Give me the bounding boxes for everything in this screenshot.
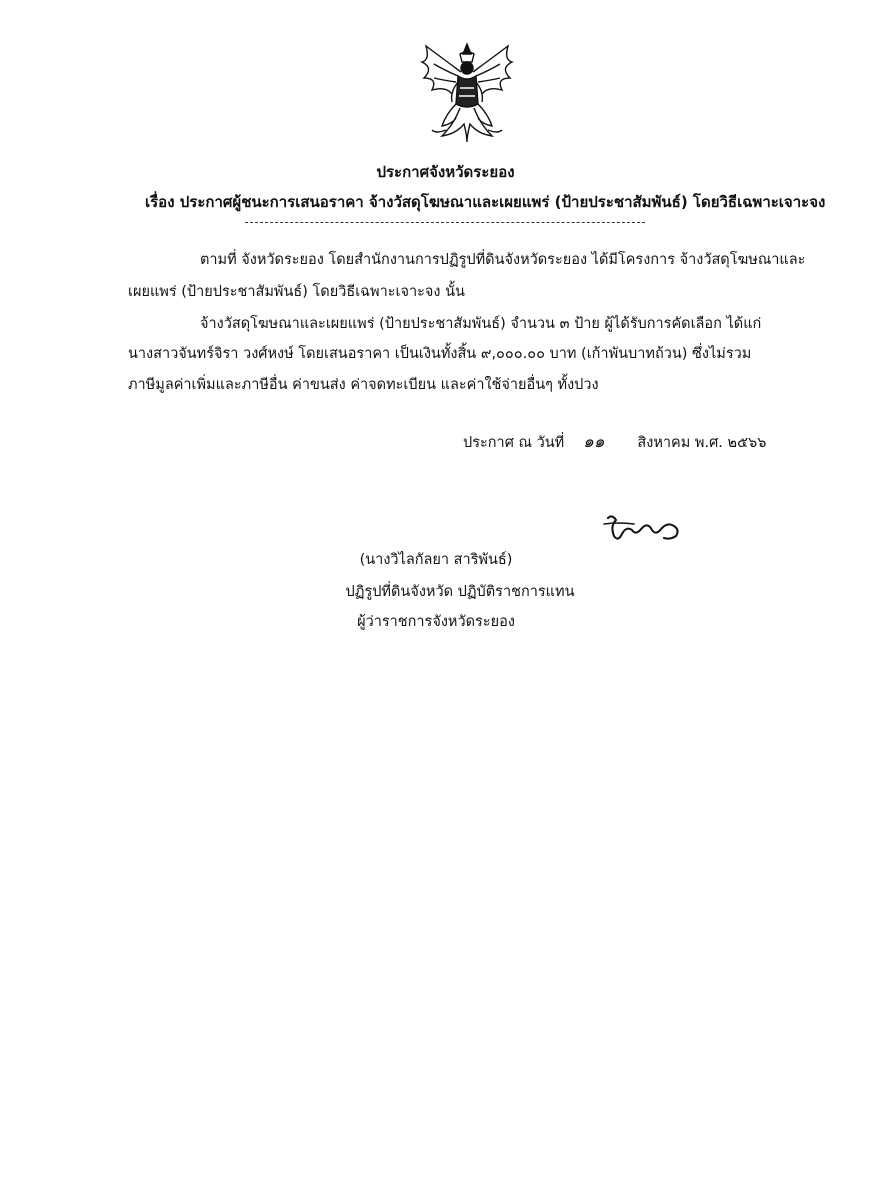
body-text-line: จ้างวัสดุโฆษณาและเผยแพร่ (ป้ายประชาสัมพันธ์) จำนวน ๓ ป้าย ผู้ได้รับการคัดเลือก ได้แก่ xyxy=(200,316,762,332)
signer-position: ปฏิรูปที่ดินจังหวัด ปฏิบัติราชการแทน xyxy=(345,584,575,600)
garuda-emblem-icon xyxy=(412,38,522,148)
date-day: ๑๑ xyxy=(583,432,605,452)
signer-on-behalf-of: ผู้ว่าราชการจังหวัดระยอง xyxy=(357,614,515,630)
announcement-subject: เรื่อง ประกาศผู้ชนะการเสนอราคา จ้างวัสดุโฆษณาและเผยแพร่ (ป้ายประชาสัมพันธ์) โดยวิธีเฉพาะเจาะจง xyxy=(145,193,826,211)
date-month-year: สิงหาคม พ.ศ. ๒๕๖๖ xyxy=(637,435,767,451)
separator-line xyxy=(245,222,645,223)
handwritten-signature xyxy=(598,512,688,544)
body-text-line: ภาษีมูลค่าเพิ่มและภาษีอื่น ค่าขนส่ง ค่าจดทะเบียน และค่าใช้จ่ายอื่นๆ ทั้งปวง xyxy=(128,377,599,393)
announcement-date xyxy=(463,428,766,455)
body-text-line: นางสาวจันทร์จิรา วงศ์หงษ์ โดยเสนอราคา เป็นเงินทั้งสิ้น ๙,๐๐๐.๐๐ บาท (เก้าพันบาทถ้วน) ซึ่งไม่รวม xyxy=(128,346,752,362)
body-text-line: ตามที่ จังหวัดระยอง โดยสำนักงานการปฏิรูปที่ดินจังหวัดระยอง ได้มีโครงการ จ้างวัสดุโฆษณาและ xyxy=(200,252,806,268)
body-text-line: เผยแพร่ (ป้ายประชาสัมพันธ์) โดยวิธีเฉพาะเจาะจง นั้น xyxy=(128,284,465,300)
announcement-title: ประกาศจังหวัดระยอง xyxy=(376,163,515,181)
date-prefix: ประกาศ ณ วันที่ xyxy=(463,435,565,451)
signer-name: (นางวิไลกัลยา สาริพันธ์) xyxy=(359,552,513,568)
